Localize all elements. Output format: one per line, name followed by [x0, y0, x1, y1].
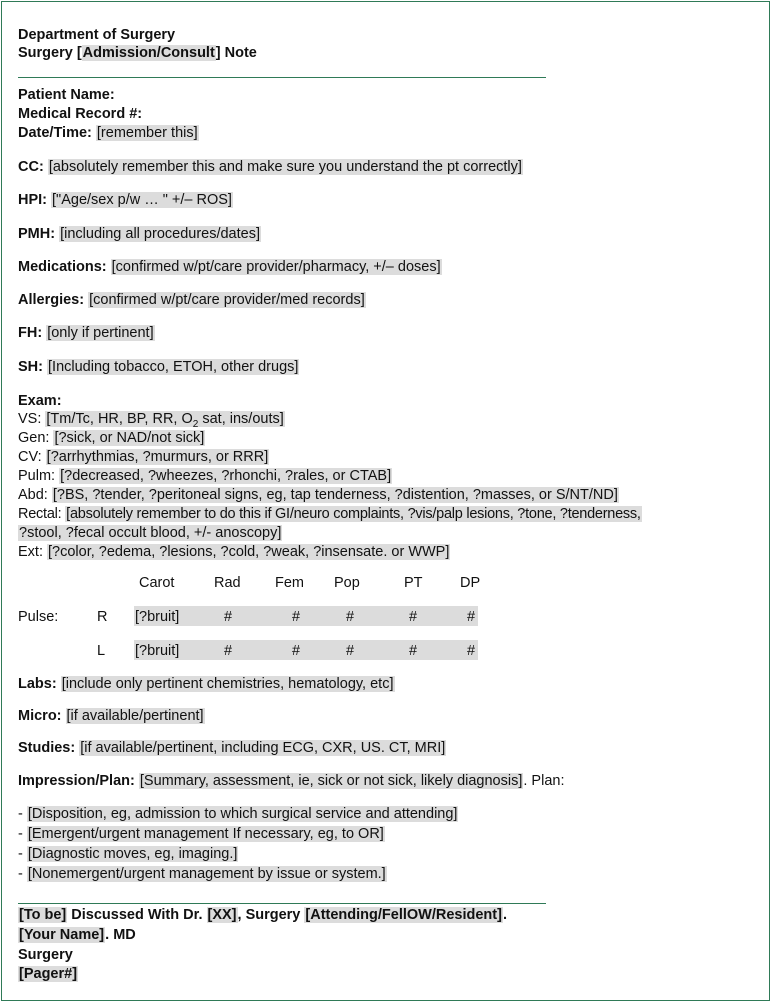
your-name-line: [Your Name]. MD [19, 927, 136, 943]
plan-item: - [Disposition, eg, admission to which surgical service and attending] [18, 806, 458, 822]
pulse-row-l-dp: # [467, 643, 476, 659]
pulse-row-r-pop: # [346, 609, 355, 625]
pulse-row-r-highlight [134, 606, 478, 626]
note-title: Surgery [Admission/Consult] Note [18, 45, 257, 61]
exam-pulm-line: Pulm: [?decreased, ?wheezes, ?rhonchi, ?rales, or CTAB] [18, 468, 392, 484]
pulse-col-carot: Carot [139, 575, 175, 591]
exam-rectal-line: Rectal: [absolutely remember to do this if GI/neuro complaints, ?vis/palp lesions, ?tone, ?tenderness, [18, 506, 641, 522]
exam-gen-line: Gen: [?sick, or NAD/not sick] [18, 430, 205, 446]
pulse-row-r-carot: [?bruit] [135, 609, 180, 625]
patient-name-label: Patient Name: [18, 87, 115, 103]
allergies-line: Allergies: [confirmed w/pt/care provider/med records] [18, 292, 365, 308]
exam-abd-line: Abd: [?BS, ?tender, ?peritoneal signs, eg, tap tenderness, ?distention, ?masses, or S/NT/ND] [18, 487, 618, 503]
pulse-row-l-rad: # [224, 643, 233, 659]
signature-dept: Surgery [18, 947, 73, 963]
exam-vs-line: VS: [Tm/Tc, HR, BP, RR, $O_2$ sat, ins/outs] [18, 411, 284, 430]
department-title: Department of Surgery [18, 27, 176, 43]
pulse-row-l-highlight [134, 640, 478, 660]
fh-line: FH: [only if pertinent] [18, 325, 154, 341]
pulse-row-r-pt: # [409, 609, 418, 625]
pulse-row-l-pt: # [409, 643, 418, 659]
pulse-row-r-fem: # [292, 609, 301, 625]
pulse-row-l-carot: [?bruit] [135, 643, 180, 659]
header-rule [18, 77, 546, 78]
medications-line: Medications: [confirmed w/pt/care provider/pharmacy, +/– doses] [18, 259, 441, 275]
exam-ext-line: Ext: [?color, ?edema, ?lesions, ?cold, ?weak, ?insensate. or WWP] [18, 544, 450, 560]
discussed-line: [To be] Discussed With Dr. [XX], Surgery [Attending/FellOW/Resident]. [19, 907, 507, 923]
pulse-label: Pulse: [18, 609, 59, 625]
pulse-row-r-rad: # [224, 609, 233, 625]
exam-cv-line: CV: [?arrhythmias, ?murmurs, or RRR] [18, 449, 269, 465]
plan-item: - [Diagnostic moves, eg, imaging.] [18, 846, 238, 862]
pulse-col-dp: DP [460, 575, 481, 591]
mrn-label: Medical Record #: [18, 106, 143, 122]
note-type-highlight: Admission/Consult [82, 45, 215, 61]
pulse-col-rad: Rad [214, 575, 241, 591]
pulse-col-fem: Fem [275, 575, 304, 591]
pager-line: [Pager#] [19, 966, 78, 982]
cc-line: CC: [absolutely remember this and make sure you understand the pt correctly] [18, 159, 522, 175]
exam-rectal-line-2: ?stool, ?fecal occult blood, +/- anoscopy] [19, 525, 282, 541]
signature-rule [18, 903, 546, 904]
pulse-row-l-side: L [97, 643, 106, 659]
pulse-row-l-fem: # [292, 643, 301, 659]
pulse-row-r-side: R [97, 609, 108, 625]
pmh-line: PMH: [including all procedures/dates] [18, 226, 260, 242]
exam-label: Exam: [18, 393, 62, 409]
pulse-row-l-pop: # [346, 643, 355, 659]
pulse-table [18, 575, 538, 663]
impression-line: Impression/Plan: [Summary, assessment, ie, sick or not sick, likely diagnosis]. Plan: [18, 773, 565, 789]
sh-line: SH: [Including tobacco, ETOH, other drugs] [18, 359, 299, 375]
pulse-col-pop: Pop [334, 575, 360, 591]
datetime-line: Date/Time: [remember this] [18, 125, 198, 141]
micro-line: Micro: [if available/pertinent] [18, 708, 204, 724]
hpi-line: HPI: ["Age/sex p/w … " +/– ROS] [18, 192, 232, 208]
pulse-col-pt: PT [404, 575, 423, 591]
labs-line: Labs: [include only pertinent chemistries, hematology, etc] [18, 676, 394, 692]
pulse-row-r-dp: # [467, 609, 476, 625]
plan-item: - [Emergent/urgent management If necessary, eg, to OR] [18, 826, 384, 842]
studies-line: Studies: [if available/pertinent, including ECG, CXR, US. CT, MRI] [18, 740, 446, 756]
plan-item: - [Nonemergent/urgent management by issue or system.] [18, 866, 386, 882]
